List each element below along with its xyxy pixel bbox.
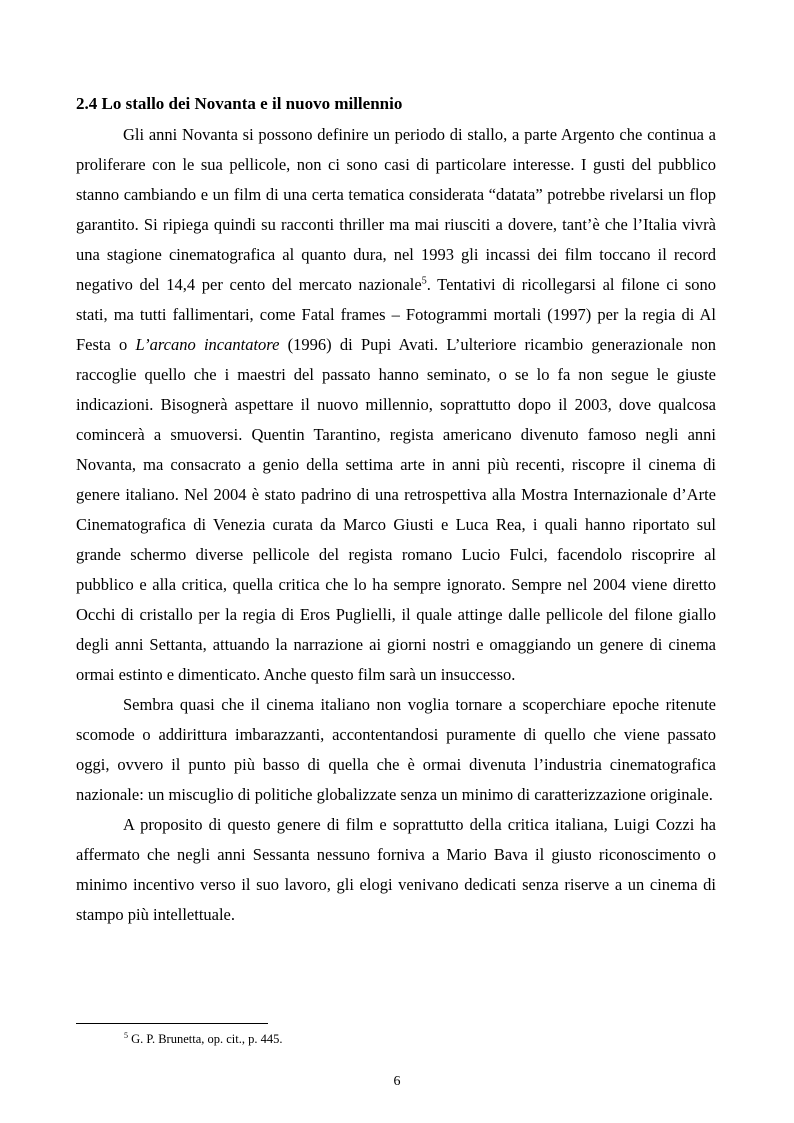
paragraph-2: Sembra quasi che il cinema italiano non voglia tornare a scoperchiare epoche ritenute scomode o addirittura imbarazzanti, accontentandosi puramente di quello che viene passato oggi, ovvero il punto più basso di quella che è ormai divenuta l’industria cinematografica nazionale: un miscuglio di politiche globalizzate senza un minimo di caratterizzazione originale. <box>76 695 716 804</box>
paragraph-1-text-c: (1996) di Pupi Avati. L’ulteriore ricambio generazionale non raccoglie quello che i maestri del passato hanno seminato, o se lo fa non segue le giuste indicazioni. Bisognerà aspettare il nuovo millennio, soprattutto dopo il 2003, dove qualcosa comincerà a smuoversi. Quentin Tarantino, regista americano divenuto famoso negli anni Novanta, ma consacrato a genio della settima arte in anni più recenti, riscopre il cinema di genere italiano. Nel 2004 è stato padrino di una retrospettiva alla Mostra Internazionale d’Arte Cinematografica di Venezia curata da Marco Giusti e Luca Rea, i quali hanno riportato sul grande schermo diverse pellicole del regista romano Lucio Fulci, facendolo riscoprire al pubblico e alla critica, quella critica che lo ha sempre ignorato. Sempre nel 2004 viene diretto Occhi di cristallo per la regia di Eros Puglielli, il quale attinge dalle pellicole del filone giallo degli anni Settanta, attuando la narrazione ai giorni nostri e omaggiando un genere di cinema ormai estinto e dimenticato. Anche questo film sarà un insuccesso. <box>76 335 716 684</box>
footnote-separator <box>76 1023 268 1024</box>
page-number: 6 <box>393 1074 401 1089</box>
body-text <box>76 120 716 930</box>
footnote-text: G. P. Brunetta, op. cit., p. 445. <box>128 1032 283 1046</box>
paragraph-1-text-a: Gli anni Novanta si possono definire un periodo di stallo, a parte Argento che continua a proliferare con le sua pellicole, non ci sono casi di particolare interesse. I gusti del pubblico stanno cambiando e un film di una certa tematica considerata “datata” potrebbe rivelarsi un flop garantito. Si ripiega quindi su racconti thriller ma mai riusciti a dovere, tant’è che l’Italia vivrà una stagione cinematografica al quanto dura, nel 1993 gli incassi dei film toccano il record negativo del 14,4 per cento del mercato nazionale <box>76 125 716 294</box>
footnote-reference[interactable]: 5 <box>421 275 427 287</box>
paragraph-1-text-b: . Tentativi di ricollegarsi al filone ci sono stati, ma tutti fallimentari, come Fatal frames – Fotogrammi mortali (1997) per la regia di Al Festa o <box>76 275 717 354</box>
paragraph-1 <box>76 120 716 690</box>
footnote <box>124 1031 283 1047</box>
film-title-italic: L’arcano incantatore <box>135 335 280 354</box>
section-heading: 2.4 Lo stallo dei Novanta e il nuovo millennio <box>76 94 403 113</box>
paragraph-3: A proposito di questo genere di film e soprattutto della critica italiana, Luigi Cozzi ha affermato che negli anni Sessanta nessuno forniva a Mario Bava il giusto riconoscimento o minimo incentivo verso il suo lavoro, gli elogi venivano dedicati senza riserve a un cinema di stampo più intellettuale. <box>76 815 716 924</box>
footnote-number: 5 <box>124 1030 128 1040</box>
